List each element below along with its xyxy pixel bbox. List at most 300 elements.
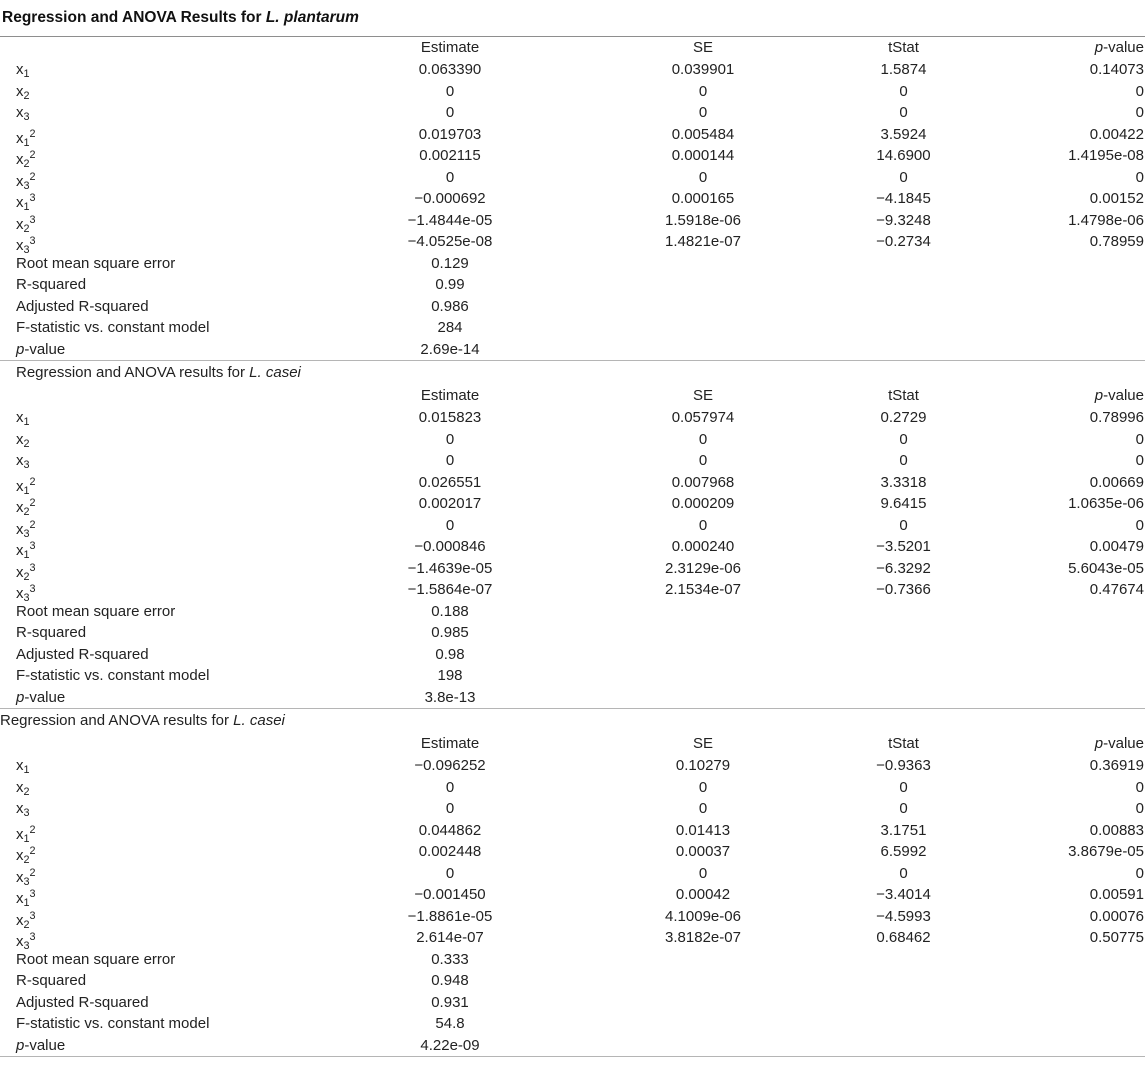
- estimate-cell: 0: [445, 864, 455, 882]
- stat-label-italic: p: [16, 1036, 25, 1054]
- header-pvalue: [1001, 733, 1145, 755]
- se-cell: 0: [698, 168, 708, 186]
- tstat-cell: −0.9363: [876, 757, 931, 774]
- term-power: 3: [29, 583, 36, 595]
- stat-row: [0, 665, 1145, 687]
- se-cell: 0: [698, 516, 708, 534]
- estimate-cell: 0.015823: [418, 409, 482, 426]
- se-cell: 0.057974: [671, 409, 735, 426]
- term-subscript: 2: [23, 157, 30, 170]
- term-subscript: 3: [23, 939, 30, 952]
- pvalue-cell: 0: [1135, 864, 1144, 882]
- estimate-cell: −0.000692: [414, 190, 486, 207]
- stat-label-text: F-statistic vs. constant model: [16, 319, 210, 336]
- term-subscript: 1: [23, 416, 30, 429]
- coefficient-row: [0, 210, 1145, 235]
- coefficient-row: [0, 167, 1145, 192]
- tstat-cell: 0: [899, 82, 908, 100]
- coefficient-row: [0, 493, 1145, 518]
- term-var: x: [16, 584, 24, 602]
- title-text: Regression and ANOVA Results for: [2, 9, 266, 26]
- term-subscript: 3: [23, 807, 30, 820]
- coefficient-row: [0, 472, 1145, 497]
- term-subscript: 2: [23, 505, 30, 518]
- coefficient-row: [0, 579, 1145, 604]
- header-pvalue-text: -value: [1103, 387, 1144, 404]
- estimate-cell: 0.002115: [419, 147, 481, 164]
- header-tstat: tStat: [888, 39, 919, 56]
- term-label: [0, 429, 300, 451]
- tstat-cell: 6.5992: [880, 843, 927, 860]
- term-power: 2: [29, 518, 36, 531]
- section-species: L. casei: [233, 712, 285, 729]
- stat-label: [0, 687, 300, 709]
- se-cell: 0.000165: [671, 190, 735, 207]
- estimate-cell: −1.4844e-05: [407, 211, 493, 229]
- coefficient-row: [0, 450, 1145, 472]
- tstat-cell: 1.5874: [880, 61, 927, 78]
- stat-value: 0.99: [435, 276, 465, 293]
- term-label: [0, 59, 300, 81]
- estimate-cell: −4.0525e-08: [407, 233, 493, 250]
- coefficient-row: [0, 777, 1145, 799]
- header-pvalue-text: -value: [1103, 39, 1144, 56]
- header-estimate: Estimate: [420, 387, 480, 404]
- header-se: SE: [692, 39, 713, 56]
- term-power: 3: [29, 561, 36, 574]
- term-label: [0, 210, 300, 235]
- stat-value: 284: [437, 319, 463, 336]
- estimate-cell: −1.5864e-07: [407, 581, 493, 598]
- header-pvalue-text: -value: [1103, 735, 1144, 752]
- pvalue-cell: 0.00152: [1089, 190, 1144, 207]
- term-subscript: 1: [23, 832, 30, 845]
- term-label: [0, 536, 300, 561]
- term-var: x: [16, 932, 24, 950]
- se-cell: 1.4821e-07: [665, 233, 741, 250]
- term-power: 3: [29, 888, 36, 900]
- stat-label: [0, 949, 300, 971]
- tstat-cell: 0.2729: [880, 409, 927, 426]
- coefficient-row: [0, 536, 1145, 561]
- se-cell: 0: [698, 104, 708, 121]
- pvalue-cell: 0.00591: [1089, 886, 1144, 903]
- tstat-cell: 0: [899, 778, 908, 796]
- term-var: x: [16, 563, 24, 581]
- term-power: 3: [29, 931, 36, 943]
- tstat-cell: 14.6900: [876, 147, 931, 164]
- term-var: x: [16, 800, 24, 817]
- term-subscript: 2: [23, 570, 30, 583]
- coefficient-row: [0, 188, 1145, 213]
- pvalue-cell: 0: [1135, 800, 1144, 817]
- estimate-cell: 0: [445, 778, 455, 796]
- tstat-cell: −3.5201: [876, 538, 931, 555]
- coefficient-row: [0, 906, 1145, 931]
- stat-label-text: -value: [24, 1036, 66, 1054]
- se-cell: 0.01413: [675, 821, 731, 839]
- estimate-cell: −1.4639e-05: [407, 559, 493, 577]
- stat-label: [0, 296, 300, 318]
- se-cell: 3.8182e-07: [665, 929, 741, 946]
- pvalue-cell: 0.78996: [1089, 409, 1144, 426]
- tstat-cell: 9.6415: [880, 495, 927, 512]
- stat-label: [0, 1013, 300, 1035]
- stat-row: [0, 622, 1145, 644]
- estimate-cell: 0: [445, 516, 455, 534]
- pvalue-cell: 0.50775: [1089, 929, 1144, 946]
- tstat-cell: 3.5924: [880, 125, 927, 143]
- term-power: 2: [29, 149, 36, 161]
- pvalue-cell: 0.00479: [1089, 538, 1144, 555]
- table-section: [0, 709, 1145, 1057]
- term-label: [0, 188, 300, 213]
- term-label: [0, 820, 300, 845]
- stat-label: [0, 992, 300, 1014]
- stat-value: 54.8: [435, 1015, 465, 1032]
- stat-row: [0, 992, 1145, 1014]
- pvalue-cell: 1.4798e-06: [1068, 211, 1144, 229]
- term-subscript: 1: [23, 896, 30, 909]
- term-var: x: [16, 757, 24, 774]
- tstat-cell: 0: [899, 168, 908, 186]
- pvalue-cell: 0: [1135, 430, 1144, 448]
- stat-row: [0, 644, 1145, 666]
- stat-row: [0, 339, 1145, 361]
- estimate-cell: −0.000846: [414, 538, 486, 555]
- estimate-cell: 0: [445, 104, 455, 121]
- coefficient-row: [0, 59, 1145, 81]
- stat-value: 0.985: [431, 624, 469, 641]
- header-tstat: tStat: [888, 735, 919, 752]
- se-cell: 0.00037: [675, 843, 731, 860]
- tstat-cell: 0.68462: [876, 929, 931, 946]
- term-subscript: 2: [23, 437, 30, 450]
- term-label: [0, 145, 300, 170]
- term-var: x: [16, 825, 24, 843]
- stat-label-text: R-squared: [16, 624, 87, 641]
- estimate-cell: 0: [445, 82, 455, 100]
- stat-row: [0, 317, 1145, 339]
- estimate-cell: 0.026551: [418, 473, 482, 491]
- coefficient-row: [0, 558, 1145, 583]
- pvalue-cell: 0: [1135, 168, 1144, 186]
- estimate-cell: 0: [445, 800, 455, 817]
- header-blank: [0, 385, 300, 407]
- term-var: x: [16, 193, 24, 211]
- se-cell: 0: [698, 452, 708, 469]
- term-label: [0, 81, 300, 103]
- estimate-cell: 0.002017: [418, 495, 482, 512]
- tstat-cell: −4.5993: [876, 907, 931, 925]
- term-subscript: 3: [23, 591, 30, 604]
- coefficient-row: [0, 863, 1145, 888]
- term-var: x: [16, 868, 24, 886]
- term-label: [0, 515, 300, 540]
- tstat-cell: −0.2734: [876, 233, 931, 250]
- pvalue-cell: 5.6043e-05: [1068, 559, 1144, 577]
- stat-row: [0, 601, 1145, 623]
- term-power: 2: [29, 127, 36, 140]
- tstat-cell: −6.3292: [876, 559, 931, 577]
- pvalue-cell: 0: [1135, 104, 1144, 121]
- term-var: x: [16, 778, 24, 796]
- term-subscript: 2: [23, 785, 30, 798]
- pvalue-cell: 0: [1135, 516, 1144, 534]
- tstat-cell: −9.3248: [876, 211, 931, 229]
- section-heading: [0, 709, 1145, 733]
- header-tstat: tStat: [888, 387, 919, 404]
- term-label: [0, 167, 300, 192]
- coefficient-row: [0, 927, 1145, 952]
- term-subscript: 2: [23, 918, 30, 931]
- term-label: [0, 124, 300, 149]
- coefficient-row: [0, 145, 1145, 170]
- term-subscript: 1: [23, 136, 30, 149]
- coefficient-row: [0, 820, 1145, 845]
- term-var: x: [16, 452, 24, 469]
- se-cell: 0.000209: [671, 495, 735, 512]
- term-var: x: [16, 430, 24, 448]
- tstat-cell: −4.1845: [876, 190, 931, 207]
- stat-value: 3.8e-13: [424, 688, 476, 706]
- table-section: [0, 37, 1145, 361]
- tstat-cell: 0: [899, 430, 908, 448]
- header-blank: [0, 37, 300, 59]
- coefficient-row: [0, 755, 1145, 777]
- term-var: x: [16, 215, 24, 233]
- term-label: [0, 558, 300, 583]
- term-subscript: 1: [23, 548, 30, 561]
- term-label: [0, 906, 300, 931]
- stat-row: [0, 949, 1145, 971]
- estimate-cell: 0.063390: [418, 61, 482, 78]
- se-cell: 1.5918e-06: [665, 211, 741, 229]
- tstat-cell: 0: [899, 104, 908, 121]
- term-subscript: 2: [23, 222, 30, 235]
- coefficient-row: [0, 231, 1145, 256]
- pvalue-cell: 0.36919: [1089, 757, 1144, 774]
- stat-value: 0.98: [435, 645, 465, 663]
- coefficient-row: [0, 884, 1145, 909]
- stat-label-text: F-statistic vs. constant model: [16, 667, 210, 684]
- column-header-row: [0, 37, 1145, 59]
- stat-row: [0, 296, 1145, 318]
- header-blank: [0, 733, 300, 755]
- stat-row: [0, 1035, 1145, 1057]
- estimate-cell: 0.002448: [418, 843, 482, 860]
- stat-value: 0.986: [431, 297, 469, 315]
- term-power: 2: [29, 866, 36, 879]
- term-power: 3: [29, 213, 36, 226]
- estimate-cell: −0.096252: [414, 757, 486, 774]
- term-power: 3: [29, 909, 36, 922]
- pvalue-cell: 1.0635e-06: [1068, 495, 1144, 512]
- se-cell: 0.007968: [671, 473, 735, 491]
- term-var: x: [16, 498, 24, 516]
- stat-label-text: R-squared: [16, 972, 87, 989]
- term-label: [0, 841, 300, 866]
- header-pvalue: [1001, 37, 1145, 59]
- stat-row: [0, 253, 1145, 275]
- se-cell: 4.1009e-06: [665, 907, 741, 925]
- se-cell: 0.000144: [671, 147, 735, 164]
- stat-label: [0, 665, 300, 687]
- stat-value: 0.931: [431, 993, 469, 1011]
- stat-label: [0, 1035, 300, 1057]
- term-power: 2: [29, 845, 36, 857]
- coefficient-row: [0, 798, 1145, 820]
- stat-label-text: Adjusted R-squared: [16, 993, 149, 1011]
- column-header-row: [0, 385, 1145, 407]
- term-var: x: [16, 520, 24, 538]
- stat-label: [0, 274, 300, 296]
- stat-value: 0.948: [431, 972, 469, 989]
- term-subscript: 3: [23, 527, 30, 540]
- se-cell: 0.00042: [675, 886, 731, 903]
- coefficient-row: [0, 124, 1145, 149]
- header-pvalue-italic: p: [1094, 387, 1104, 404]
- se-cell: 0: [698, 800, 708, 817]
- term-label: [0, 472, 300, 497]
- term-subscript: 3: [23, 243, 30, 256]
- stat-label-text: -value: [24, 340, 66, 358]
- stat-label: [0, 644, 300, 666]
- stat-row: [0, 687, 1145, 709]
- term-label: [0, 777, 300, 799]
- tstat-cell: 3.1751: [880, 821, 927, 839]
- stat-label-italic: p: [16, 340, 25, 358]
- coefficient-row: [0, 407, 1145, 429]
- term-subscript: 3: [23, 875, 30, 888]
- header-se: SE: [692, 387, 713, 404]
- stat-value: 0.333: [431, 950, 469, 968]
- term-subscript: 1: [23, 484, 30, 497]
- pvalue-cell: 0: [1135, 778, 1144, 796]
- header-pvalue: [1001, 385, 1145, 407]
- tstat-cell: 0: [899, 516, 908, 534]
- term-label: [0, 798, 300, 820]
- section-heading-text: Regression and ANOVA results for: [16, 364, 250, 381]
- stat-label-italic: p: [16, 688, 25, 706]
- header-pvalue-italic: p: [1094, 39, 1104, 56]
- term-var: x: [16, 889, 24, 907]
- coefficient-row: [0, 429, 1145, 451]
- tstat-cell: −3.4014: [876, 886, 931, 903]
- coefficient-row: [0, 515, 1145, 540]
- term-var: x: [16, 150, 24, 168]
- pvalue-cell: 1.4195e-08: [1068, 147, 1144, 164]
- se-cell: 0.10279: [675, 757, 731, 774]
- term-power: 3: [29, 192, 36, 204]
- term-subscript: 1: [23, 764, 30, 777]
- term-label: [0, 579, 300, 604]
- term-label: [0, 102, 300, 124]
- se-cell: 0.039901: [671, 61, 735, 78]
- coefficient-row: [0, 841, 1145, 866]
- term-var: x: [16, 82, 24, 100]
- term-power: 2: [29, 475, 36, 488]
- stat-value: 4.22e-09: [420, 1036, 480, 1054]
- term-var: x: [16, 846, 24, 864]
- stat-label-text: Root mean square error: [16, 602, 176, 620]
- stat-label-text: -value: [24, 688, 66, 706]
- term-label: [0, 755, 300, 777]
- term-subscript: 3: [23, 179, 30, 192]
- stat-value: 2.69e-14: [420, 340, 480, 358]
- stat-label: [0, 622, 300, 644]
- term-var: x: [16, 172, 24, 190]
- stat-label-text: Adjusted R-squared: [16, 297, 149, 315]
- term-subscript: 3: [23, 459, 30, 472]
- term-var: x: [16, 477, 24, 495]
- tstat-cell: 3.3318: [880, 473, 927, 491]
- stat-value: 0.188: [431, 602, 469, 620]
- pvalue-cell: 0: [1135, 82, 1144, 100]
- coefficient-row: [0, 81, 1145, 103]
- pvalue-cell: 0.14073: [1089, 61, 1144, 78]
- se-cell: 0.005484: [671, 125, 735, 143]
- term-subscript: 1: [23, 68, 30, 81]
- term-var: x: [16, 911, 24, 929]
- regression-table: [0, 37, 1145, 1057]
- section-heading-text: Regression and ANOVA results for: [0, 712, 234, 729]
- pvalue-cell: 0.78959: [1089, 233, 1144, 250]
- pvalue-cell: 3.8679e-05: [1068, 843, 1144, 860]
- table-section: [0, 361, 1145, 709]
- tstat-cell: −0.7366: [876, 581, 931, 598]
- se-cell: 0: [698, 430, 708, 448]
- pvalue-cell: 0.47674: [1089, 581, 1144, 598]
- estimate-cell: 0: [445, 452, 455, 469]
- pvalue-cell: 0.00076: [1089, 907, 1144, 925]
- tstat-cell: 0: [899, 864, 908, 882]
- term-label: [0, 884, 300, 909]
- term-label: [0, 231, 300, 256]
- se-cell: 0: [698, 778, 708, 796]
- term-subscript: 2: [23, 853, 30, 866]
- se-cell: 0.000240: [671, 538, 735, 555]
- estimate-cell: 0.019703: [418, 125, 482, 143]
- term-subscript: 1: [23, 200, 30, 213]
- term-var: x: [16, 104, 24, 121]
- section-species: L. casei: [249, 364, 301, 381]
- term-label: [0, 863, 300, 888]
- estimate-cell: 0.044862: [418, 821, 482, 839]
- term-var: x: [16, 129, 24, 147]
- header-pvalue-italic: p: [1094, 735, 1104, 752]
- stat-value: 0.129: [431, 254, 469, 272]
- pvalue-cell: 0: [1135, 452, 1144, 469]
- stat-label-text: R-squared: [16, 276, 87, 293]
- coefficient-row: [0, 102, 1145, 124]
- estimate-cell: 2.614e-07: [416, 929, 484, 946]
- header-estimate: Estimate: [420, 735, 480, 752]
- term-var: x: [16, 409, 24, 426]
- stat-label: [0, 317, 300, 339]
- estimate-cell: 0: [445, 430, 455, 448]
- term-power: 2: [29, 823, 36, 836]
- term-var: x: [16, 541, 24, 559]
- pvalue-cell: 0.00883: [1089, 821, 1144, 839]
- title-species: L. plantarum: [265, 9, 359, 26]
- stat-label: [0, 253, 300, 275]
- pvalue-cell: 0.00422: [1089, 125, 1144, 143]
- stat-row: [0, 970, 1145, 992]
- estimate-cell: 0: [445, 168, 455, 186]
- column-header-row: [0, 733, 1145, 755]
- se-cell: 0: [698, 864, 708, 882]
